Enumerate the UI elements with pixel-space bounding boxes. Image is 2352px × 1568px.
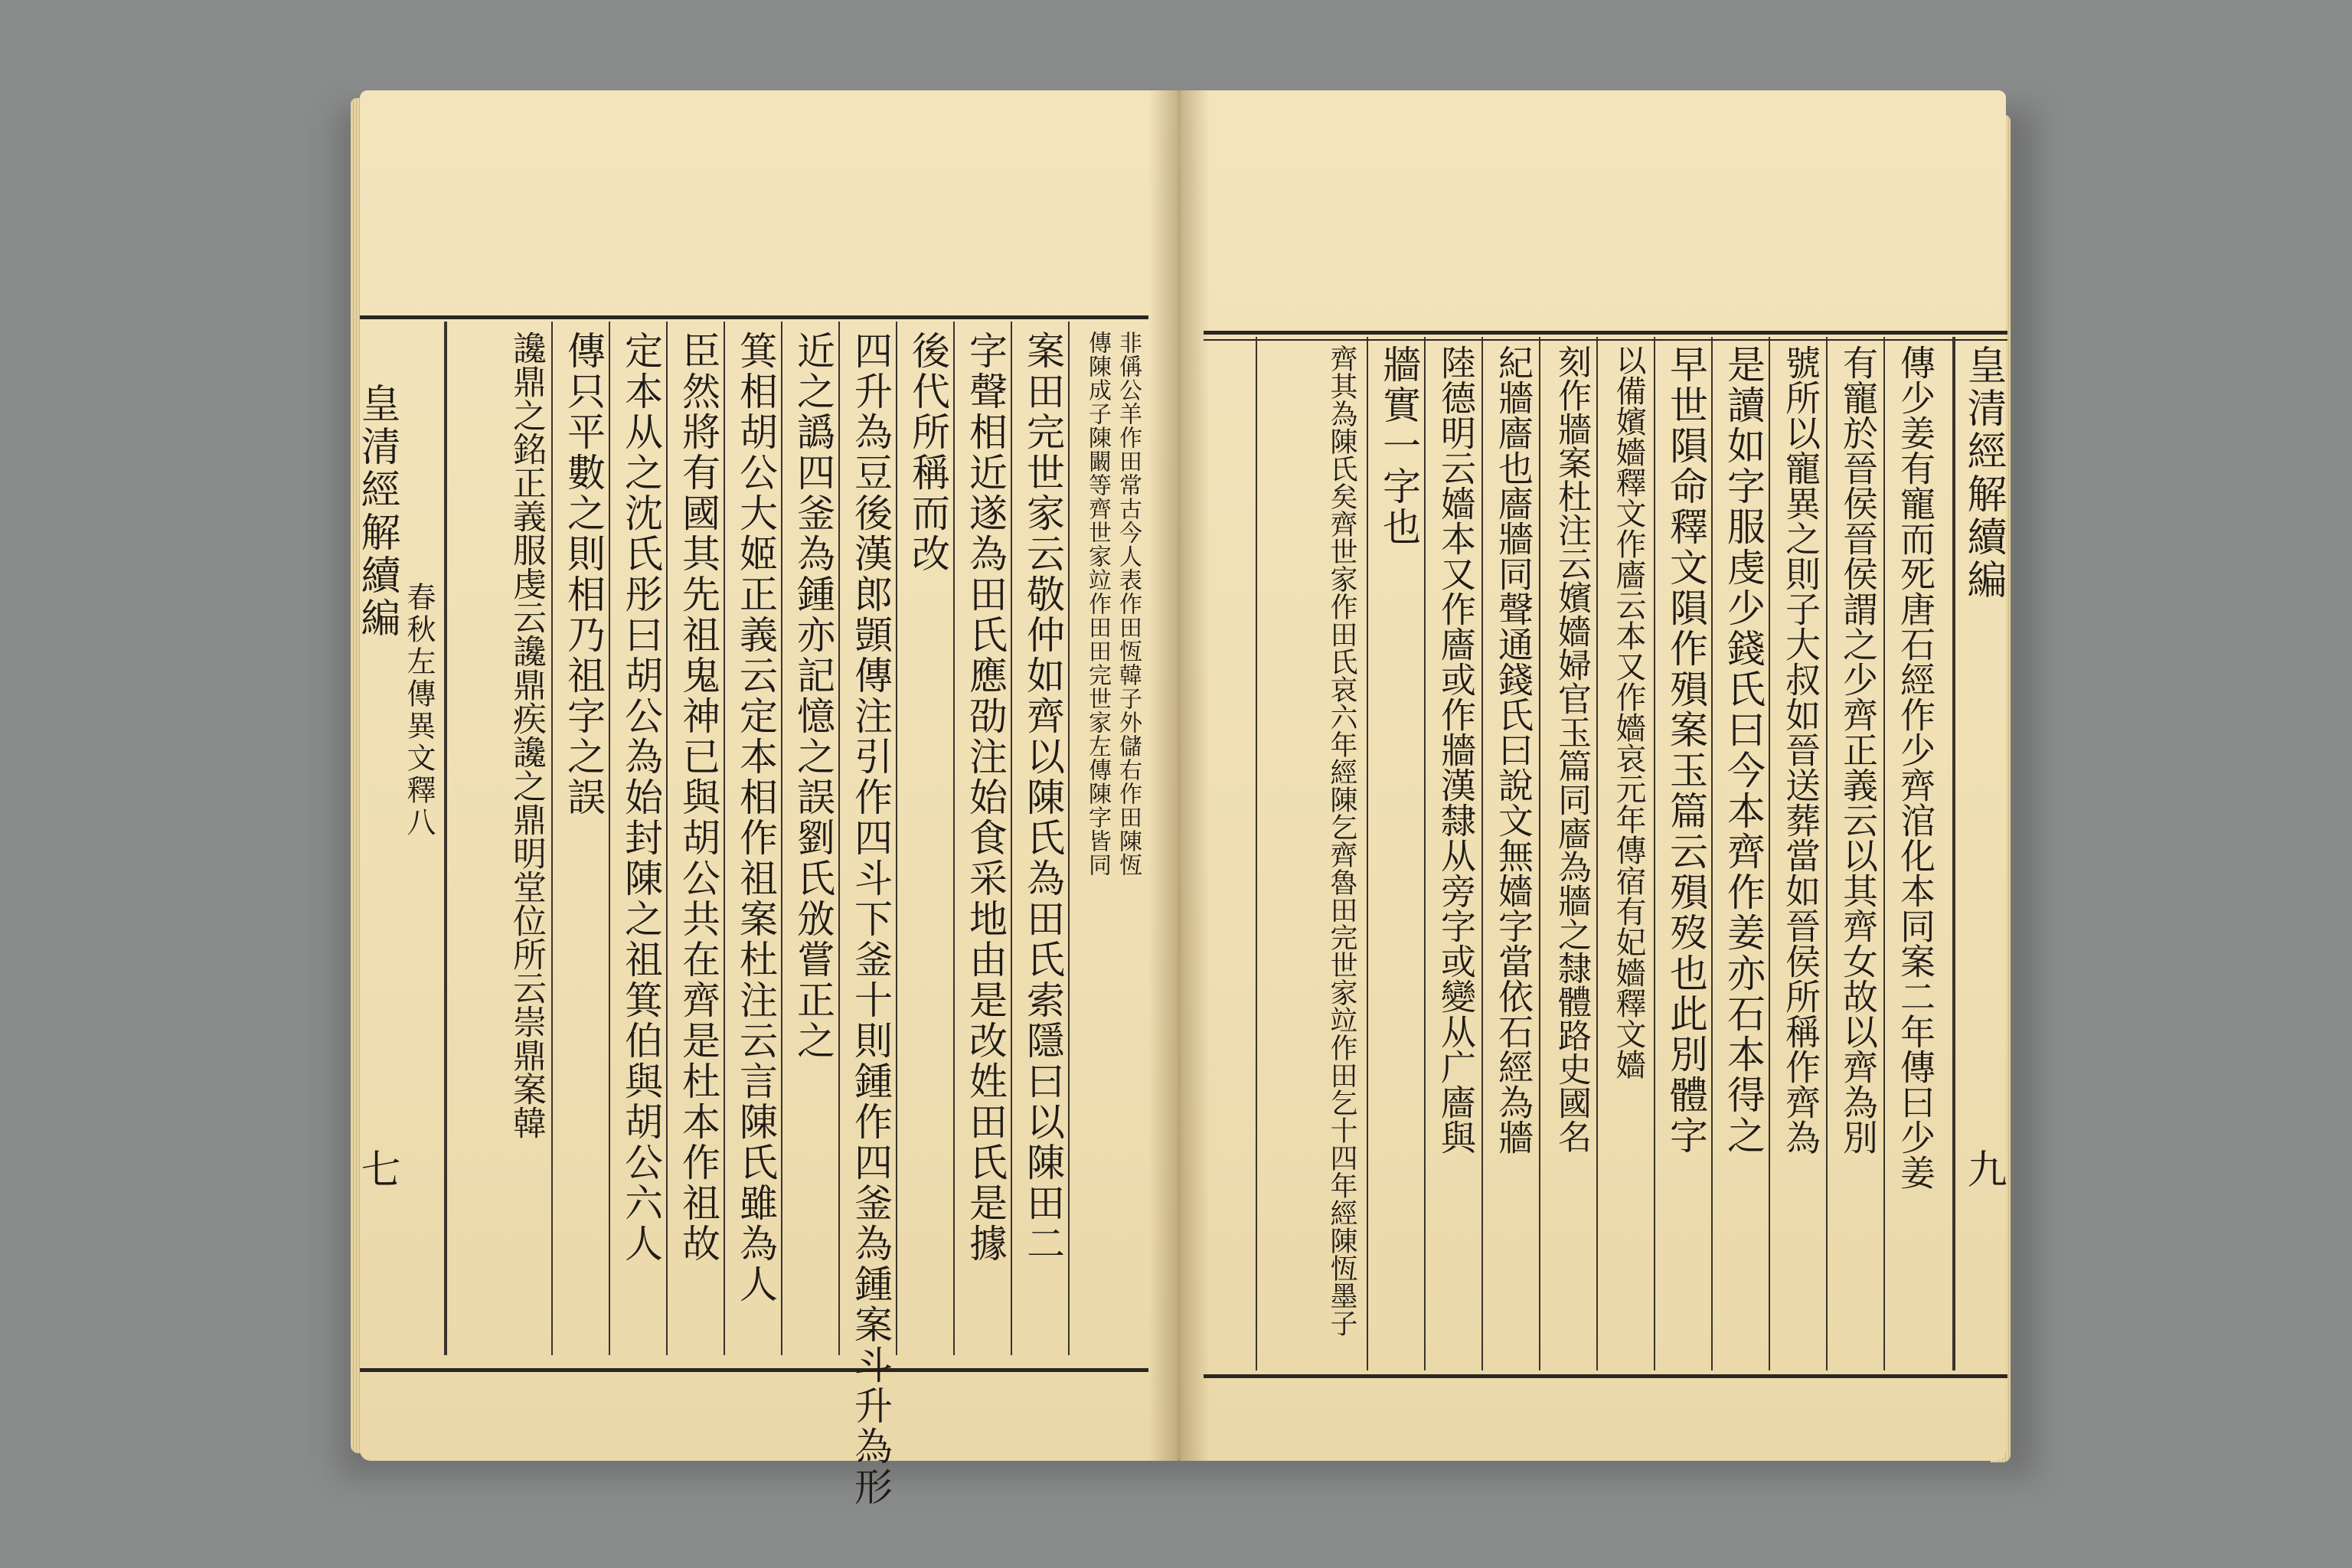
column-rule: [1711, 337, 1713, 1370]
book-gutter: [1148, 90, 1210, 1461]
column-rule: [1481, 337, 1483, 1370]
column-rule: [551, 322, 553, 1355]
text-column: 字聲相近遂為田氏應劭注始食采地由是改姓田氏是據: [963, 331, 1008, 1264]
text-column: 陸德明云嬙本又作廧或作牆漢隸从旁字或變从广廧與: [1436, 345, 1477, 1155]
column-rule: [1068, 322, 1070, 1355]
text-column: 後代所稱而改: [906, 331, 950, 574]
left-margin-title: 皇清經解續編: [354, 383, 400, 640]
text-column: 是讀如字服虔少錢氏曰今本齊作姜亦石本得之: [1721, 345, 1766, 1156]
column-rule: [781, 322, 782, 1355]
text-column: 刻作牆案杜注云嬪嬙婦官玉篇同廧為牆之隸體路史國名: [1552, 345, 1591, 1153]
column-rule: [1883, 337, 1885, 1370]
text-column: 牆實一字也: [1377, 345, 1421, 547]
center-column-rule: [444, 322, 447, 1355]
text-column: 非偁公羊作田常古今人表作田恆韓子外儲右作田陳恆: [1115, 331, 1142, 877]
column-rule: [896, 322, 897, 1355]
right-margin-title: 皇清經解續編: [1960, 345, 2006, 602]
column-rule: [1011, 322, 1012, 1355]
text-column: 傳只平數之則相乃祖字之誤: [561, 331, 606, 818]
text-column: 臣然將有國其先祖鬼神已與胡公共在齊是杜本作祖故: [676, 331, 720, 1264]
column-rule: [1596, 337, 1598, 1370]
text-column: 近之譌四釜為鍾亦記憶之誤劉氏攽嘗正之: [791, 331, 835, 1061]
text-column: 傳陳成子陳闞等齊世家竝作田田完世家左傳陳字皆同: [1084, 331, 1111, 877]
text-column: 箕相胡公大姬正義云定本相作祖案杜注云言陳氏雖為人: [733, 331, 778, 1305]
column-rule: [666, 322, 668, 1355]
column-rule: [1654, 337, 1655, 1370]
column-rule: [1539, 337, 1540, 1370]
column-rule: [838, 322, 840, 1355]
column-rule: [1367, 337, 1368, 1370]
column-rule: [1769, 337, 1770, 1370]
column-rule: [953, 322, 955, 1355]
left-fold-label: 春秋左傳異文釋八: [402, 582, 436, 839]
text-column: 讒鼎之銘正義服虔云讒鼎疾讒之鼎明堂位所云崇鼎案韓: [507, 331, 546, 1139]
text-column: 齊其為陳氏矣齊世家作田氏哀六年經陳乞齊魯田完世家竝作田乞十四年經陳恆墨子: [1326, 345, 1357, 1337]
text-column: 有寵於晉侯晉侯謂之少齊正義云以其齊女故以齊為別: [1838, 345, 1879, 1155]
right-folio: 九: [1960, 1148, 2006, 1191]
text-column: 紀牆廧也廧牆同聲通錢氏曰說文無嬙字當依石經為牆: [1493, 345, 1534, 1155]
text-column: 以備嬪嬙釋文作廧云本又作嬙哀元年傳宿有妃嬙釋文嬙: [1611, 345, 1646, 1080]
column-rule: [1424, 337, 1426, 1370]
column-rule: [1826, 337, 1828, 1370]
column-rule: [724, 322, 725, 1355]
text-column: 案田完世家云敬仲如齊以陳氏為田氏索隱曰以陳田二: [1021, 331, 1065, 1264]
column-rule: [1256, 337, 1257, 1370]
text-column: 傳少姜有寵而死唐石經作少齊涫化本同案二年傳曰少姜: [1895, 345, 1936, 1190]
center-column-rule: [1952, 337, 1955, 1370]
column-rule: [609, 322, 610, 1355]
text-column: 四升為豆後漢郎顗傳注引作四斗下釜十則鍾作四釜為鍾案斗升為形: [848, 331, 893, 1508]
text-column: 號所以寵異之則子大叔如晉送葬當如晉侯所稱作齊為: [1780, 345, 1821, 1155]
left-folio: 七: [354, 1148, 400, 1191]
text-column: 早世隕命釋文隕作殞案玉篇云殞歿也此別體字: [1664, 345, 1708, 1156]
text-column: 定本从之沈氏彤曰胡公為始封陳之祖箕伯與胡公六人: [619, 331, 663, 1264]
